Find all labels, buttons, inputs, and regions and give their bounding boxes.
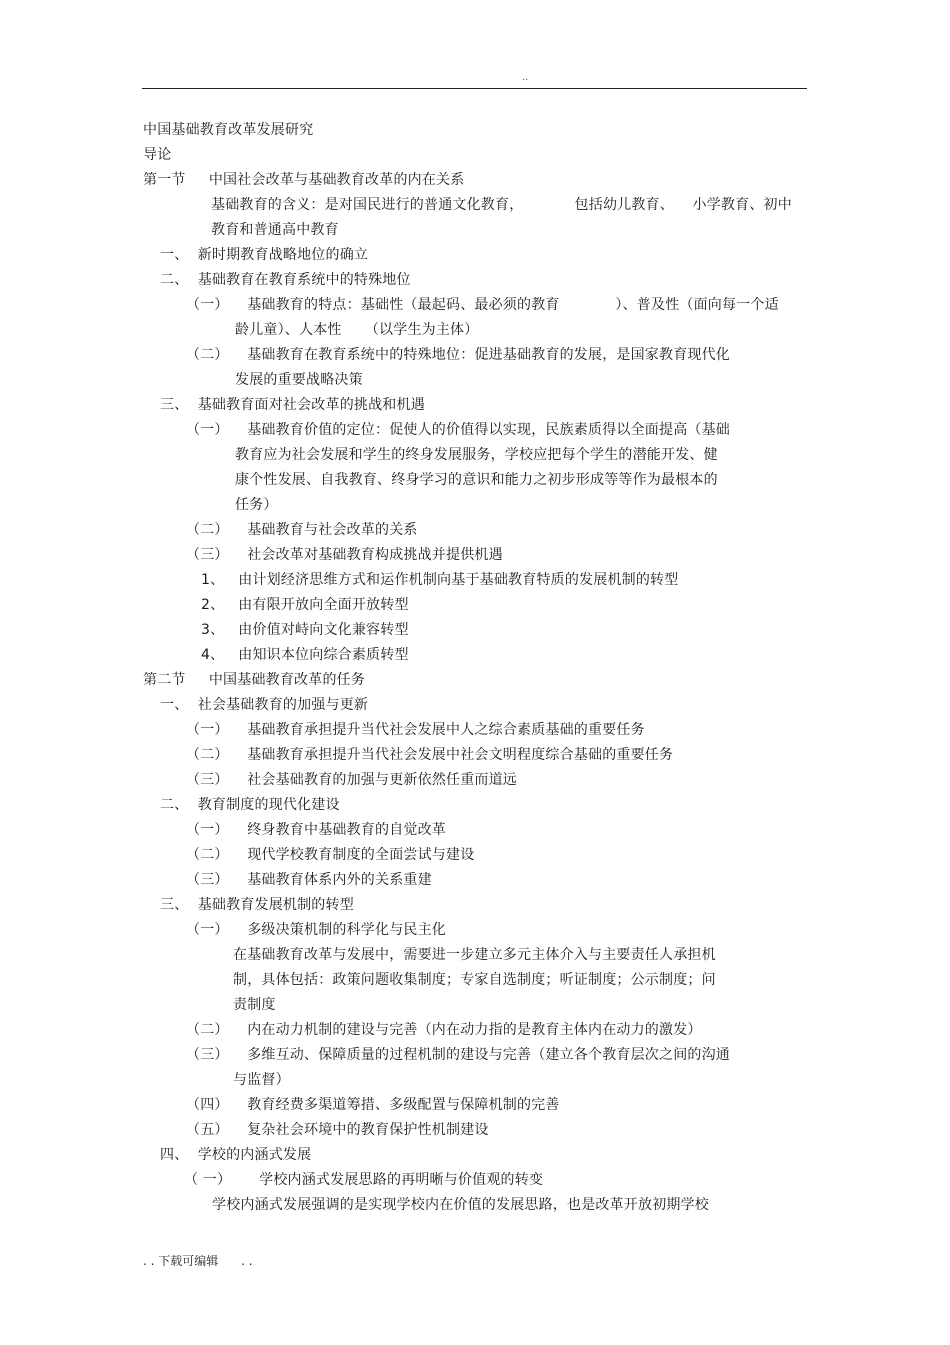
- list-heading: 三、 基础教育面对社会改革的挑战和机遇: [160, 397, 425, 413]
- text-line: 康个性发展、自我教育、终身学习的意识和能力之初步形成等等作为最根本的: [235, 472, 718, 488]
- list-heading: 二、 教育制度的现代化建设: [160, 797, 340, 813]
- chapter-heading: 第一节 中国社会改革与基础教育改革的内在关系: [143, 172, 465, 188]
- list-item: （一） 基础教育承担提升当代社会发展中人之综合素质基础的重要任务: [186, 722, 645, 738]
- text-line: 责制度: [233, 997, 276, 1013]
- section-intro: 导论: [143, 147, 172, 163]
- list-item: （三） 社会改革对基础教育构成挑战并提供机遇: [186, 547, 503, 563]
- numbered-item: 2、 由有限开放向全面开放转型: [201, 597, 409, 613]
- list-item: （二） 基础教育与社会改革的关系: [186, 522, 418, 538]
- header-rule: [142, 88, 807, 89]
- doc-title: 中国基础教育改革发展研究: [143, 122, 314, 138]
- text-line: 在基础教育改革与发展中，需要进一步建立多元主体介入与主要责任人承担机: [233, 947, 716, 963]
- numbered-item: 1、 由计划经济思维方式和运作机制向基于基础教育特质的发展机制的转型: [201, 572, 679, 588]
- list-item: （二） 内在动力机制的建设与完善（内在动力指的是教育主体内在动力的激发）: [186, 1022, 702, 1038]
- list-item: （一） 终身教育中基础教育的自觉改革: [186, 822, 446, 838]
- text-line: 任务）: [235, 497, 278, 513]
- numbered-item: 4、 由知识本位向综合素质转型: [201, 647, 409, 663]
- list-item: （四） 教育经费多渠道筹措、多级配置与保障机制的完善: [186, 1097, 560, 1113]
- list-item: （三） 多维互动、保障质量的过程机制的建设与完善（建立各个教育层次之间的沟通: [186, 1047, 730, 1063]
- text-line: 学校内涵式发展强调的是实现学校内在价值的发展思路，也是改革开放初期学校: [212, 1197, 709, 1213]
- list-item: （一） 基础教育价值的定位：促使人的价值得以实现，民族素质得以全面提高（基础: [186, 422, 730, 438]
- text-line: 教育应为社会发展和学生的终身发展服务，学校应把每个学生的潜能开发、健: [235, 447, 718, 463]
- text-line: 与监督）: [233, 1072, 290, 1088]
- list-heading: 三、 基础教育发展机制的转型: [160, 897, 354, 913]
- header-mark: ..: [522, 72, 529, 83]
- list-heading: 一、 新时期教育战略地位的确立: [160, 247, 369, 263]
- list-item: （ 一） 学校内涵式发展思路的再明晰与价值观的转变: [184, 1172, 544, 1188]
- list-item: （二） 基础教育承担提升当代社会发展中社会文明程度综合基础的重要任务: [186, 747, 674, 763]
- footer-text: . . 下载可编辑 . .: [143, 1254, 253, 1268]
- text-line: 发展的重要战略决策: [235, 372, 363, 388]
- text-line: 教育和普通高中教育: [211, 222, 339, 238]
- text-line: 制，具体包括：政策问题收集制度；专家自选制度；听证制度；公示制度；问: [233, 972, 716, 988]
- text-line: 龄儿童）、人本性 （以学生为主体）: [235, 322, 479, 338]
- list-item: （一） 多级决策机制的科学化与民主化: [186, 922, 446, 938]
- list-item: （三） 社会基础教育的加强与更新依然任重而道远: [186, 772, 517, 788]
- numbered-item: 3、 由价值对峙向文化兼容转型: [201, 622, 409, 638]
- list-item: （二） 现代学校教育制度的全面尝试与建设: [186, 847, 475, 863]
- list-heading: 四、 学校的内涵式发展: [160, 1147, 312, 1163]
- chapter-heading: 第二节 中国基础教育改革的任务: [143, 672, 366, 688]
- list-item: （一） 基础教育的特点：基础性（最起码、最必须的教育 ）、普及性（面向每一个适: [186, 297, 779, 313]
- text-line: 基础教育的含义：是对国民进行的普通文化教育， 包括幼儿教育、 小学教育、初中: [211, 197, 792, 213]
- list-item: （二） 基础教育在教育系统中的特殊地位：促进基础教育的发展，是国家教育现代化: [186, 347, 730, 363]
- list-item: （五） 复杂社会环境中的教育保护性机制建设: [186, 1122, 489, 1138]
- list-item: （三） 基础教育体系内外的关系重建: [186, 872, 432, 888]
- list-heading: 一、 社会基础教育的加强与更新: [160, 697, 369, 713]
- list-heading: 二、 基础教育在教育系统中的特殊地位: [160, 272, 411, 288]
